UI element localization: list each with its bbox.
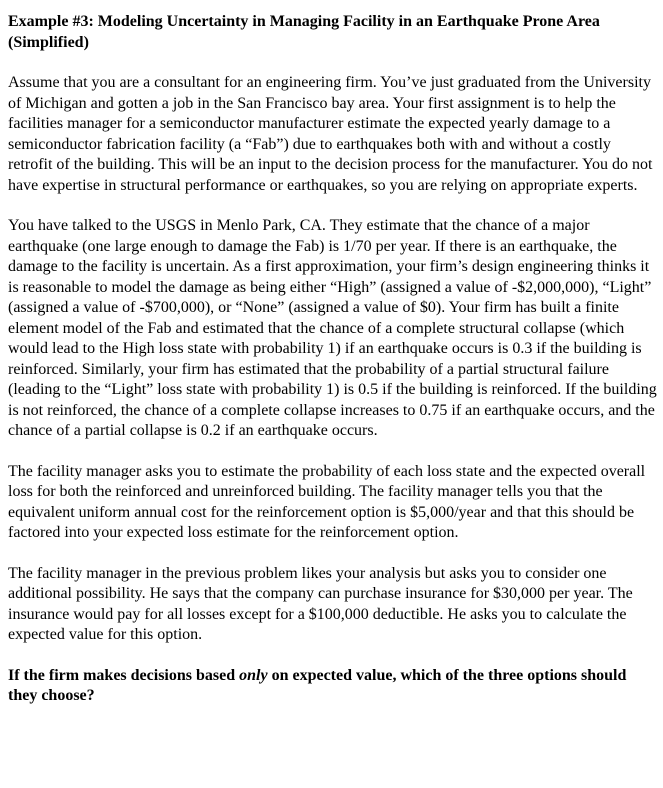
paragraph-consultant-intro: Assume that you are a consultant for an engineering firm. You’ve just graduated from the University of Michigan and gotten a job in the San Francisco bay area. Your first assignment is to help the facilities manager for a semiconductor manufacturer estimate the expected yearly damage to a semiconductor fabrication facility (a “Fab”) due to earthquakes both with and without a costly retrofit of the building. This will be an input to the decision process for the manufacturer. You do not have expertise in structural performance or earthquakes, so you are relying on appropriate experts.	[8, 74, 653, 194]
paragraph-insurance-option: The facility manager in the previous problem likes your analysis but asks you to consider one additional possibility. He says that the company can purchase insurance for $30,000 per year. The insurance would pay for all losses except for a $100,000 deductible. He asks you to calculate the expected value for this option.	[8, 564, 633, 643]
document-page	[8, 12, 658, 707]
question-emphasis: only	[239, 666, 268, 684]
question-text-before: If the firm makes decisions based	[8, 666, 240, 684]
paragraph-usgs-estimates: You have talked to the USGS in Menlo Park, CA. They estimate that the chance of a major earthquake (one large enough to damage the Fab) is 1/70 per year. If there is an earthquake, the damage to the facility is uncertain. As a first approximation, your firm’s design engineering thinks it is reasonable to model the damage as being either “High” (assigned a value of -$2,000,000), “Light” (assigned a value of -$700,000), or “None” (assigned a value of $0). Your firm has built a finite element model of the Fab and estimated that the chance of a complete structural collapse (which would lead to the High loss state with probability 1) if an earthquake occurs is 0.3 if the building is reinforced. Similarly, your firm has estimated that the probability of a partial structural failure (leading to the “Light” loss state with probability 1) is 0.5 if the building is reinforced. If the building is not reinforced, the chance of a complete collapse increases to 0.75 if an earthquake occurs, and the chance of a partial collapse is 0.2 if an earthquake occurs.	[8, 217, 657, 439]
final-question	[8, 666, 658, 707]
paragraph-facility-manager-request: The facility manager asks you to estimate the probability of each loss state and the expected overall loss for both the reinforced and unreinforced building. The facility manager tells you that the equivalent uniform annual cost for the reinforcement option is $5,000/year and that this should be factored into your expected loss estimate for the reinforcement option.	[8, 462, 646, 541]
document-title: Example #3: Modeling Uncertainty in Managing Facility in an Earthquake Prone Area (Simplified)	[8, 13, 600, 51]
question-text-after: on expected value, which of the three options should they choose?	[8, 666, 627, 704]
